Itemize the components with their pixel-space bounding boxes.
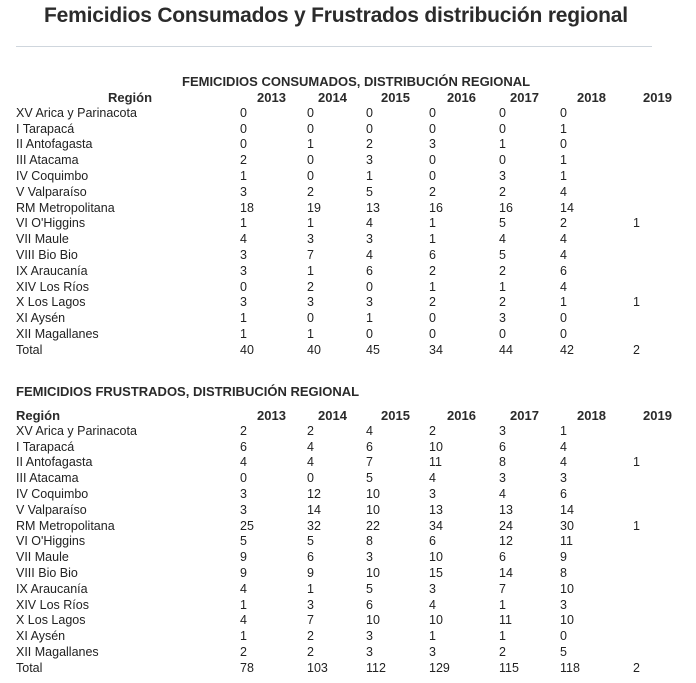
value-cell: 5: [366, 184, 373, 199]
table-row: [0, 566, 696, 582]
value-cell: 0: [429, 105, 436, 120]
value-cell: 1: [633, 518, 640, 533]
value-cell: 5: [240, 534, 247, 549]
value-cell: 6: [307, 550, 314, 565]
value-cell: 1: [633, 216, 640, 231]
value-cell: 0: [240, 137, 247, 152]
region-cell: I Tarapacá: [16, 439, 75, 454]
value-cell: 3: [560, 597, 567, 612]
value-cell: 7: [366, 455, 373, 470]
value-cell: 112: [366, 660, 386, 675]
value-cell: 0: [560, 311, 567, 326]
value-cell: 3: [240, 263, 247, 278]
value-cell: 1: [307, 216, 314, 231]
table-row: [0, 311, 696, 327]
value-cell: 5: [366, 471, 373, 486]
region-cell: X Los Lagos: [16, 295, 86, 310]
value-cell: 2: [366, 137, 373, 152]
column-header-region: Región: [108, 90, 153, 105]
column-header-year: 2017: [510, 408, 539, 423]
value-cell: 10: [366, 565, 380, 580]
table-row: [0, 534, 696, 550]
value-cell: 4: [307, 439, 314, 454]
table-row: [0, 122, 696, 138]
table-total-row: [0, 661, 696, 677]
column-header-year: 2019: [643, 90, 672, 105]
value-cell: 2: [307, 184, 314, 199]
region-cell: III Atacama: [16, 153, 79, 168]
value-cell: 2: [499, 295, 506, 310]
table-row: [0, 582, 696, 598]
table-row: [0, 295, 696, 311]
region-cell: V Valparaíso: [16, 502, 87, 517]
value-cell: 18: [240, 200, 254, 215]
value-cell: 8: [499, 455, 506, 470]
table-row: [0, 248, 696, 264]
value-cell: 4: [560, 279, 567, 294]
value-cell: 4: [560, 232, 567, 247]
value-cell: 0: [560, 137, 567, 152]
value-cell: 8: [366, 534, 373, 549]
region-cell: IX Araucanía: [16, 263, 88, 278]
value-cell: 4: [366, 423, 373, 438]
value-cell: 1: [633, 455, 640, 470]
region-cell: XI Aysén: [16, 629, 66, 644]
value-cell: 11: [499, 613, 512, 628]
value-cell: 34: [429, 518, 443, 533]
value-cell: 1: [307, 326, 314, 341]
value-cell: 3: [366, 629, 373, 644]
value-cell: 1: [560, 121, 567, 136]
value-cell: 10: [366, 613, 380, 628]
region-cell: XIV Los Ríos: [16, 279, 89, 294]
table-row: [0, 153, 696, 169]
value-cell: 5: [366, 581, 373, 596]
value-cell: 2: [307, 279, 314, 294]
value-cell: 1: [240, 168, 247, 183]
value-cell: 0: [560, 105, 567, 120]
column-header-year: 2014: [318, 408, 347, 423]
value-cell: 0: [307, 471, 314, 486]
value-cell: 3: [307, 597, 314, 612]
value-cell: 14: [560, 502, 574, 517]
table-row: [0, 327, 696, 343]
value-cell: 6: [366, 439, 373, 454]
value-cell: 3: [499, 423, 506, 438]
region-cell: XV Arica y Parinacota: [16, 423, 137, 438]
value-cell: 1: [240, 629, 247, 644]
value-cell: 10: [429, 550, 443, 565]
value-cell: 1: [560, 168, 567, 183]
value-cell: 44: [499, 342, 513, 357]
table-row: [0, 137, 696, 153]
value-cell: 0: [307, 168, 314, 183]
region-cell: I Tarapacá: [16, 121, 75, 136]
value-cell: 0: [240, 105, 247, 120]
table-total-row: [0, 343, 696, 359]
value-cell: 0: [429, 311, 436, 326]
value-cell: 0: [366, 279, 373, 294]
value-cell: 4: [240, 455, 247, 470]
table-row: [0, 106, 696, 122]
table-row: [0, 440, 696, 456]
table-row: [0, 645, 696, 661]
value-cell: 2: [429, 423, 436, 438]
value-cell: 3: [366, 295, 373, 310]
value-cell: 4: [560, 184, 567, 199]
value-cell: 3: [366, 232, 373, 247]
value-cell: 1: [240, 326, 247, 341]
column-header-year: 2013: [257, 90, 286, 105]
value-cell: 0: [240, 121, 247, 136]
value-cell: 1: [499, 629, 506, 644]
value-cell: 1: [633, 295, 640, 310]
value-cell: 40: [240, 342, 254, 357]
value-cell: 2: [307, 629, 314, 644]
region-cell: VIII Bio Bio: [16, 565, 78, 580]
value-cell: 16: [429, 200, 443, 215]
value-cell: 10: [560, 613, 574, 628]
value-cell: 2: [499, 184, 506, 199]
region-cell: II Antofagasta: [16, 455, 93, 470]
value-cell: 3: [499, 311, 506, 326]
table-row: [0, 598, 696, 614]
value-cell: 0: [307, 311, 314, 326]
value-cell: 0: [560, 629, 567, 644]
value-cell: 4: [499, 232, 506, 247]
table-header-row: [0, 408, 696, 424]
value-cell: 11: [560, 534, 573, 549]
value-cell: 4: [429, 597, 436, 612]
value-cell: 118: [560, 660, 580, 675]
table-row: [0, 613, 696, 629]
value-cell: 115: [499, 660, 519, 675]
value-cell: 0: [429, 121, 436, 136]
value-cell: 3: [366, 153, 373, 168]
value-cell: 25: [240, 518, 254, 533]
value-cell: 3: [429, 581, 436, 596]
region-cell: XV Arica y Parinacota: [16, 105, 137, 120]
value-cell: 3: [307, 295, 314, 310]
region-cell: Total: [16, 660, 43, 675]
value-cell: 0: [366, 105, 373, 120]
column-header-year: 2016: [447, 90, 476, 105]
value-cell: 4: [560, 439, 567, 454]
region-cell: RM Metropolitana: [16, 200, 115, 215]
table-row: [0, 201, 696, 217]
value-cell: 2: [633, 342, 640, 357]
value-cell: 0: [429, 326, 436, 341]
value-cell: 129: [429, 660, 450, 675]
value-cell: 0: [307, 105, 314, 120]
value-cell: 6: [240, 439, 247, 454]
value-cell: 6: [429, 534, 436, 549]
table-row: [0, 280, 696, 296]
column-header-year: 2014: [318, 90, 347, 105]
value-cell: 3: [429, 644, 436, 659]
value-cell: 2: [240, 153, 247, 168]
region-cell: VII Maule: [16, 550, 69, 565]
table-row: [0, 550, 696, 566]
value-cell: 2: [240, 644, 247, 659]
value-cell: 30: [560, 518, 574, 533]
title-divider: [16, 46, 652, 47]
column-header-year: 2019: [643, 408, 672, 423]
value-cell: 78: [240, 660, 254, 675]
table-row: [0, 232, 696, 248]
value-cell: 6: [560, 486, 567, 501]
value-cell: 5: [307, 534, 314, 549]
region-cell: VIII Bio Bio: [16, 247, 78, 262]
value-cell: 4: [366, 247, 373, 262]
value-cell: 1: [307, 263, 314, 278]
value-cell: 6: [429, 247, 436, 262]
value-cell: 1: [499, 597, 506, 612]
value-cell: 19: [307, 200, 321, 215]
table-row: [0, 503, 696, 519]
value-cell: 3: [366, 644, 373, 659]
region-cell: IV Coquimbo: [16, 486, 89, 501]
value-cell: 1: [366, 311, 373, 326]
value-cell: 4: [560, 455, 567, 470]
value-cell: 14: [307, 502, 321, 517]
value-cell: 6: [366, 263, 373, 278]
value-cell: 4: [429, 471, 436, 486]
column-header-year: 2017: [510, 90, 539, 105]
value-cell: 9: [307, 565, 314, 580]
value-cell: 2: [429, 295, 436, 310]
value-cell: 10: [560, 581, 574, 596]
table-row: [0, 519, 696, 535]
value-cell: 42: [560, 342, 574, 357]
table-consumados: [0, 90, 696, 359]
region-cell: II Antofagasta: [16, 137, 93, 152]
value-cell: 16: [499, 200, 513, 215]
region-cell: III Atacama: [16, 471, 79, 486]
value-cell: 6: [499, 550, 506, 565]
value-cell: 9: [560, 550, 567, 565]
value-cell: 4: [366, 216, 373, 231]
value-cell: 13: [499, 502, 513, 517]
value-cell: 1: [499, 279, 506, 294]
value-cell: 14: [499, 565, 513, 580]
region-cell: XIV Los Ríos: [16, 597, 89, 612]
value-cell: 22: [366, 518, 380, 533]
value-cell: 2: [499, 263, 506, 278]
page-title: Femicidios Consumados y Frustrados distribución regional: [44, 4, 628, 27]
value-cell: 3: [366, 550, 373, 565]
value-cell: 4: [240, 613, 247, 628]
table-row: [0, 169, 696, 185]
region-cell: VII Maule: [16, 232, 69, 247]
value-cell: 9: [240, 565, 247, 580]
value-cell: 1: [560, 153, 567, 168]
column-header-year: 2016: [447, 408, 476, 423]
value-cell: 3: [240, 295, 247, 310]
column-header-year: 2013: [257, 408, 286, 423]
value-cell: 2: [633, 660, 640, 675]
value-cell: 7: [307, 247, 314, 262]
value-cell: 0: [499, 326, 506, 341]
table-row: [0, 471, 696, 487]
value-cell: 5: [499, 216, 506, 231]
value-cell: 10: [366, 486, 380, 501]
table-frustrados: [0, 408, 696, 677]
value-cell: 103: [307, 660, 328, 675]
value-cell: 14: [560, 200, 574, 215]
region-cell: XI Aysén: [16, 311, 66, 326]
value-cell: 0: [240, 279, 247, 294]
value-cell: 1: [240, 311, 247, 326]
column-header-year: 2018: [577, 90, 606, 105]
value-cell: 3: [560, 471, 567, 486]
value-cell: 3: [429, 137, 436, 152]
value-cell: 1: [560, 295, 567, 310]
value-cell: 0: [307, 153, 314, 168]
value-cell: 0: [429, 153, 436, 168]
value-cell: 2: [429, 263, 436, 278]
value-cell: 24: [499, 518, 513, 533]
value-cell: 1: [560, 423, 567, 438]
value-cell: 0: [429, 168, 436, 183]
value-cell: 3: [499, 168, 506, 183]
value-cell: 2: [307, 644, 314, 659]
value-cell: 15: [429, 565, 443, 580]
value-cell: 13: [429, 502, 443, 517]
value-cell: 32: [307, 518, 321, 533]
value-cell: 2: [560, 216, 567, 231]
value-cell: 34: [429, 342, 443, 357]
region-cell: XII Magallanes: [16, 326, 99, 341]
value-cell: 4: [307, 455, 314, 470]
region-cell: RM Metropolitana: [16, 518, 115, 533]
region-cell: V Valparaíso: [16, 184, 87, 199]
value-cell: 1: [240, 216, 247, 231]
column-header-year: 2015: [381, 90, 410, 105]
value-cell: 0: [366, 326, 373, 341]
value-cell: 0: [499, 105, 506, 120]
table-row: [0, 487, 696, 503]
region-cell: IX Araucanía: [16, 581, 88, 596]
value-cell: 8: [560, 565, 567, 580]
value-cell: 3: [429, 486, 436, 501]
value-cell: 2: [499, 644, 506, 659]
value-cell: 1: [366, 168, 373, 183]
table-row: [0, 629, 696, 645]
table-row: [0, 216, 696, 232]
value-cell: 2: [429, 184, 436, 199]
value-cell: 6: [366, 597, 373, 612]
table-row: [0, 185, 696, 201]
value-cell: 9: [240, 550, 247, 565]
value-cell: 0: [307, 121, 314, 136]
value-cell: 4: [560, 247, 567, 262]
value-cell: 1: [429, 232, 436, 247]
value-cell: 0: [366, 121, 373, 136]
value-cell: 1: [429, 279, 436, 294]
table-header-row: [0, 90, 696, 106]
value-cell: 5: [560, 644, 567, 659]
value-cell: 13: [366, 200, 380, 215]
value-cell: 4: [240, 232, 247, 247]
value-cell: 7: [499, 581, 506, 596]
column-header-region: Región: [16, 408, 61, 423]
value-cell: 1: [240, 597, 247, 612]
value-cell: 2: [240, 423, 247, 438]
value-cell: 3: [240, 502, 247, 517]
region-cell: Total: [16, 342, 43, 357]
value-cell: 3: [240, 486, 247, 501]
value-cell: 3: [307, 232, 314, 247]
value-cell: 0: [499, 121, 506, 136]
value-cell: 45: [366, 342, 380, 357]
value-cell: 6: [499, 439, 506, 454]
value-cell: 10: [429, 439, 443, 454]
value-cell: 10: [366, 502, 380, 517]
value-cell: 1: [429, 216, 436, 231]
value-cell: 10: [429, 613, 443, 628]
region-cell: XII Magallanes: [16, 644, 99, 659]
value-cell: 6: [560, 263, 567, 278]
value-cell: 12: [499, 534, 513, 549]
region-cell: VI O'Higgins: [16, 216, 86, 231]
region-cell: X Los Lagos: [16, 613, 86, 628]
value-cell: 3: [240, 184, 247, 199]
value-cell: 12: [307, 486, 321, 501]
value-cell: 4: [499, 486, 506, 501]
value-cell: 11: [429, 455, 442, 470]
value-cell: 0: [499, 153, 506, 168]
value-cell: 1: [499, 137, 506, 152]
value-cell: 5: [499, 247, 506, 262]
table1-heading: FEMICIDIOS CONSUMADOS, DISTRIBUCIÓN REGIONAL: [182, 74, 531, 89]
table-row: [0, 455, 696, 471]
value-cell: 1: [307, 137, 314, 152]
value-cell: 1: [429, 629, 436, 644]
region-cell: IV Coquimbo: [16, 168, 89, 183]
table-row: [0, 424, 696, 440]
value-cell: 3: [499, 471, 506, 486]
table2-heading: FEMICIDIOS FRUSTRADOS, DISTRIBUCIÓN REGIONAL: [16, 384, 360, 399]
column-header-year: 2015: [381, 408, 410, 423]
value-cell: 0: [240, 471, 247, 486]
value-cell: 3: [240, 247, 247, 262]
table-row: [0, 264, 696, 280]
value-cell: 0: [560, 326, 567, 341]
region-cell: VI O'Higgins: [16, 534, 86, 549]
value-cell: 7: [307, 613, 314, 628]
value-cell: 40: [307, 342, 321, 357]
value-cell: 2: [307, 423, 314, 438]
value-cell: 1: [307, 581, 314, 596]
column-header-year: 2018: [577, 408, 606, 423]
value-cell: 4: [240, 581, 247, 596]
